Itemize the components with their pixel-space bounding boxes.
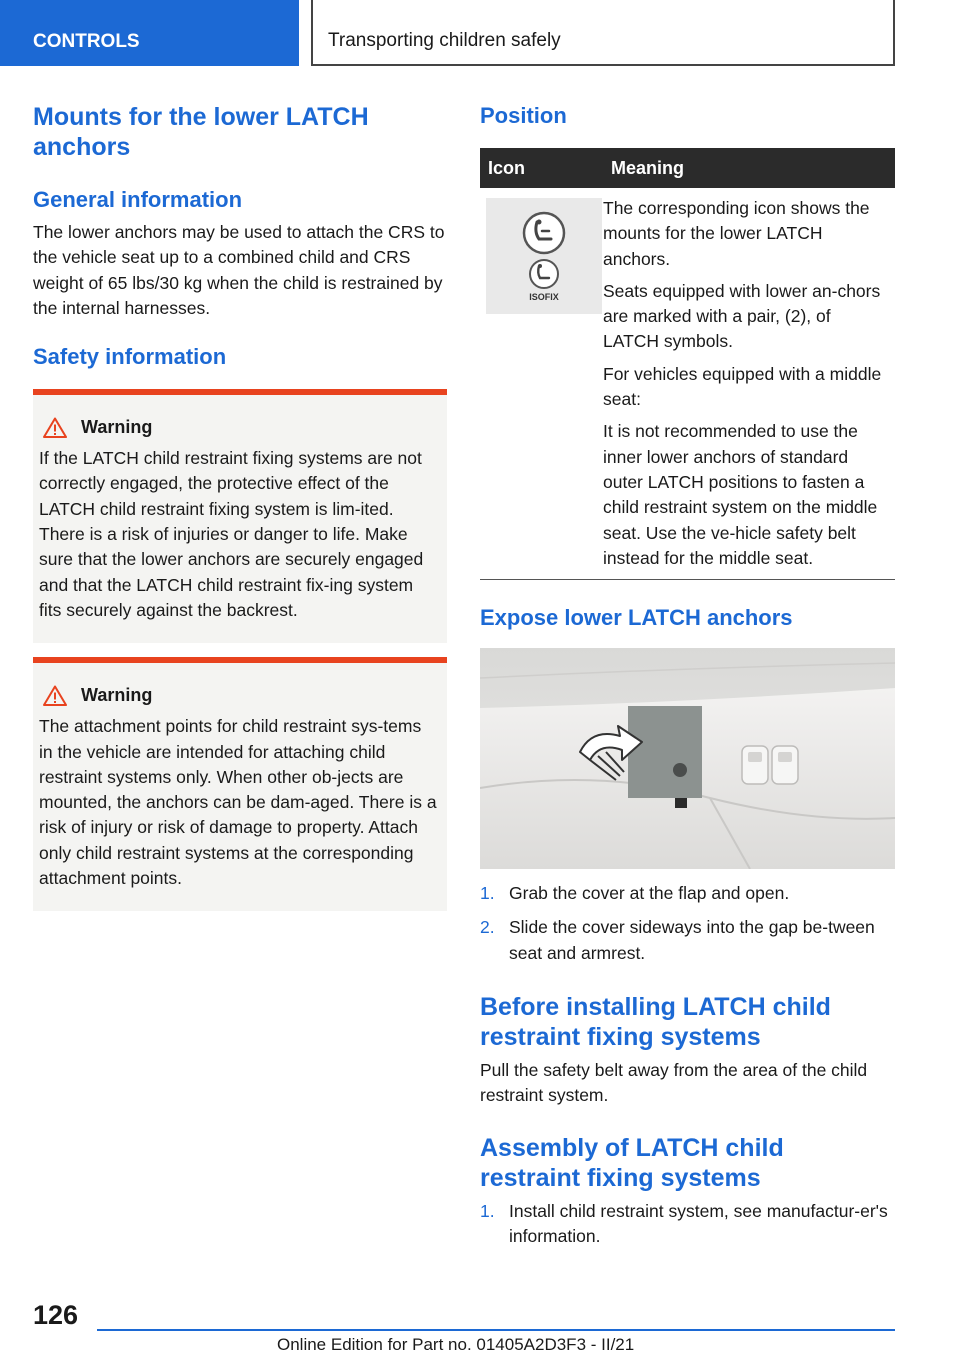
warning-box-1	[33, 389, 447, 643]
icon-meaning-table	[480, 148, 895, 580]
safety-info-heading: Safety information	[33, 344, 227, 370]
before-installing-heading: Before installing LATCH child restraint fixing systems	[480, 993, 831, 1052]
table-row	[480, 188, 895, 580]
isofix-label: ISOFIX	[529, 292, 559, 302]
step-number: 1.	[480, 1200, 495, 1221]
step-text: Slide the cover sideways into the gap be-tween seat and armrest.	[509, 917, 875, 963]
chapter-title-text: Transporting children safely	[328, 30, 561, 51]
warning-box-2	[33, 657, 447, 911]
latch-symbol-box	[486, 198, 602, 314]
list-item	[480, 915, 895, 966]
list-item	[480, 1199, 895, 1250]
latch-cover-photo	[480, 648, 895, 869]
warning-triangle-icon	[43, 685, 67, 706]
col-header-icon: Icon	[480, 148, 603, 188]
meaning-paragraph: Seats equipped with lower an-chors are marked with a pair, (2), of LATCH symbols.	[603, 280, 881, 352]
footer-divider	[97, 1329, 895, 1331]
expose-steps-list	[480, 881, 895, 966]
step-text: Install child restraint system, see manufactur-er's information.	[509, 1200, 888, 1246]
warning-title: Warning	[81, 417, 153, 438]
step-text: Grab the cover at the flap and open.	[509, 883, 790, 904]
mounts-heading: Mounts for the lower LATCH anchors	[33, 103, 369, 161]
warning-triangle-icon	[43, 417, 67, 438]
before-installing-text: Pull the safety belt away from the area of the child restraint system.	[480, 1060, 868, 1106]
warning-header	[39, 417, 439, 438]
left-column	[33, 102, 447, 911]
edition-text: Online Edition for Part no. 01405A2D3F3 - II/21	[277, 1335, 635, 1354]
seat-illustration	[480, 648, 895, 869]
warning-title: Warning	[81, 685, 153, 706]
meaning-paragraph: It is not recommended to use the inner lower anchors of standard outer LATCH positions to fasten a child restraint system on the middle seat. Use the ve-hicle safety belt instead for the middle seat.	[603, 421, 878, 568]
col-header-meaning: Meaning	[603, 148, 895, 188]
assembly-heading: Assembly of LATCH child restraint fixing systems	[480, 1133, 784, 1192]
expose-heading: Expose lower LATCH anchors	[480, 605, 793, 631]
meaning-paragraph: The corresponding icon shows the mounts for the lower LATCH anchors.	[603, 198, 870, 269]
section-label: CONTROLS	[33, 31, 140, 52]
warning-text: If the LATCH child restraint fixing systems are not correctly engaged, the protective effect of the LATCH child restraint fixing system is lim-ited. There is a risk of injuries or danger to life. Make sure that the lower anchors are securely engaged and that the LATCH child restraint fix-ing system fits securely against the backrest.	[39, 448, 424, 620]
warning-text: The attachment points for child restraint sys-tems in the vehicle are intended for attaching child restraint systems only. When other ob-jects are mounted, the anchors can be dam-aged. There is a risk of injury or risk of damage to property. Attach only child restraint systems at the corresponding attachment points.	[39, 716, 437, 889]
meaning-cell	[603, 188, 895, 580]
table-header-row	[480, 148, 895, 188]
warning-header	[39, 685, 439, 706]
assembly-steps-list	[480, 1199, 895, 1250]
page-number: 126	[33, 1300, 79, 1330]
chapter-title	[311, 0, 895, 66]
section-tab	[0, 0, 299, 66]
list-item	[480, 881, 895, 906]
icon-cell	[480, 188, 603, 580]
step-number: 2.	[480, 917, 495, 938]
meaning-paragraph: For vehicles equipped with a middle seat:	[603, 363, 882, 410]
general-info-heading: General information	[33, 187, 243, 212]
position-heading: Position	[480, 103, 567, 128]
step-number: 1.	[480, 883, 495, 904]
right-column	[480, 102, 895, 1258]
general-info-text: The lower anchors may be used to attach the CRS to the vehicle seat up to a combined child and CRS weight of 65 lbs/30 kg when the child is restrained by the internal harnesses.	[33, 222, 445, 318]
